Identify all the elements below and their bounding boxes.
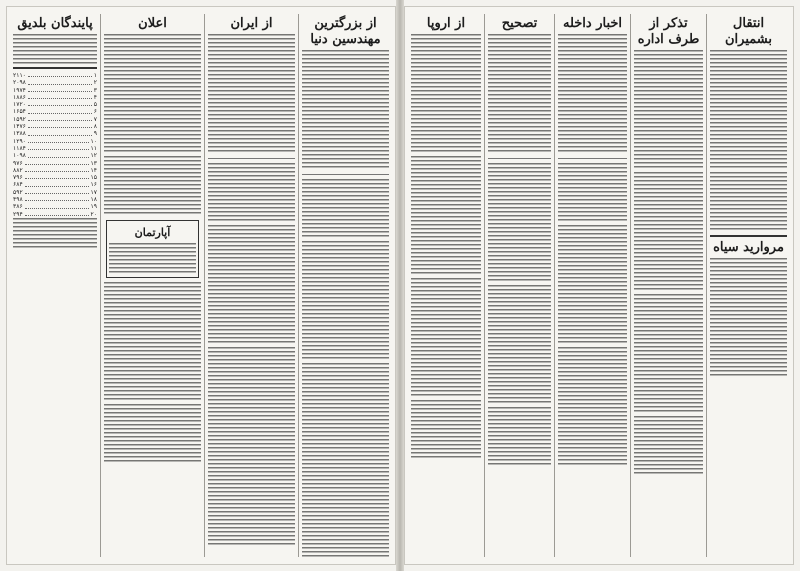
article-text [411, 34, 481, 154]
list-amount: ۷۹۶ [13, 174, 23, 182]
page-gutter [396, 0, 404, 571]
list-amount: ۸۸۲ [13, 166, 23, 174]
list-leader [28, 145, 89, 150]
article-text [411, 156, 481, 276]
article-text [488, 285, 551, 405]
list-leader [28, 130, 92, 135]
article-text [558, 34, 627, 154]
column-domestic-news [554, 14, 630, 557]
column-notice [630, 14, 706, 557]
list-amount: ۴۹۸ [13, 196, 23, 204]
column-title: از بزرگترین مهندسین دنیا [310, 16, 381, 47]
list-name: ۸ [93, 123, 97, 131]
list-amount: ۱۴۷۶ [13, 123, 26, 131]
column-title: از ایران [230, 16, 273, 31]
list-leader [28, 101, 92, 106]
list-amount: ۱۶۵۴ [13, 108, 26, 116]
article-text [634, 294, 703, 414]
list-leader [25, 189, 89, 194]
list-item [13, 94, 97, 101]
article-text [488, 34, 551, 154]
article-text [104, 404, 201, 464]
article-heading [558, 158, 627, 161]
list-amount: ۱۹۷۴ [13, 86, 26, 94]
divider [13, 67, 97, 69]
list-leader [25, 211, 89, 216]
advert-text [109, 243, 196, 273]
article-text [411, 278, 481, 398]
list-item [13, 130, 97, 137]
list-item [13, 79, 97, 86]
article-text [13, 34, 97, 64]
list-item [13, 145, 97, 152]
column-title: پایندگان بلدیق [17, 16, 93, 31]
list-item [13, 174, 97, 181]
column-from-europe [408, 14, 484, 557]
list-leader [25, 203, 89, 208]
article-text [302, 179, 389, 239]
list-leader [28, 138, 89, 143]
list-name: ۱ [93, 72, 97, 79]
list-name: ۱۹ [90, 203, 97, 211]
advert-box [106, 220, 199, 278]
list-leader [28, 152, 89, 157]
left-page [6, 6, 396, 565]
list-name: ۲۰ [90, 210, 97, 218]
article-text [302, 363, 389, 557]
column-list [10, 14, 100, 557]
list-name: ۱۷ [90, 188, 97, 196]
list-item [13, 189, 97, 196]
list-item [13, 123, 97, 130]
article-text [302, 50, 389, 170]
article-text [634, 172, 703, 292]
list-name: ۱۸ [90, 196, 97, 204]
list-item [13, 87, 97, 94]
article-text [634, 50, 703, 170]
list-name: ۴ [93, 93, 97, 101]
list-amount: ۱۵۹۲ [13, 115, 26, 123]
list-item [13, 167, 97, 174]
list-amount: ۲۹۴ [13, 210, 23, 218]
list-leader [25, 196, 89, 201]
list-leader [28, 72, 92, 77]
article-text [104, 282, 201, 402]
list-name: ۱۴ [90, 166, 97, 174]
list-name: ۱۳ [90, 159, 97, 167]
column-title: انتقال بشمیران [725, 16, 772, 47]
list-name: ۹ [93, 130, 97, 138]
list-amount: ۵۹۲ [13, 188, 23, 196]
list-leader [28, 123, 92, 128]
right-page [404, 6, 794, 565]
article-heading [302, 174, 389, 177]
column-announcement [100, 14, 204, 557]
list-leader [28, 116, 92, 121]
list-item [13, 160, 97, 167]
column-engineers [298, 14, 392, 557]
article-text [104, 34, 201, 154]
list-amount: ۶۸۴ [13, 181, 23, 189]
serial-title: مروارید سیاه [713, 240, 784, 255]
list-name: ۱۵ [90, 174, 97, 182]
list-amount: ۱۷۲۰ [13, 101, 26, 109]
subscriber-list [13, 72, 97, 218]
list-amount: ۱۲۹۰ [13, 137, 26, 145]
column-title: تذکر از طرف اداره [637, 16, 700, 47]
list-amount: ۲۰۹۸ [13, 79, 26, 87]
article-text [208, 163, 295, 223]
list-item [13, 196, 97, 203]
article-text [558, 347, 627, 467]
divider [710, 235, 787, 237]
list-item [13, 72, 97, 79]
list-amount: ۲۱۱۰ [13, 72, 26, 79]
article-text [710, 172, 787, 232]
list-amount: ۱۳۸۸ [13, 130, 26, 138]
list-item [13, 181, 97, 188]
article-text [208, 347, 295, 547]
list-item [13, 116, 97, 123]
article-text [411, 400, 481, 460]
article-heading [208, 158, 295, 161]
column-correction [484, 14, 554, 557]
list-name: ۲ [93, 79, 97, 87]
list-item [13, 152, 97, 159]
list-item [13, 211, 97, 218]
list-amount: ۱۸۸۶ [13, 93, 26, 101]
list-leader [25, 167, 89, 172]
column-title: تصحیح [501, 16, 538, 31]
article-text [488, 163, 551, 283]
list-leader [28, 79, 92, 84]
list-leader [25, 174, 89, 179]
article-text [710, 258, 787, 378]
article-text [104, 156, 201, 216]
list-item [13, 203, 97, 210]
list-leader [28, 87, 92, 92]
advert-title: آپارتمان [134, 226, 171, 239]
article-text [302, 241, 389, 361]
list-amount: ۱۰۹۸ [13, 152, 26, 160]
list-name: ۱۲ [90, 152, 97, 160]
list-amount: ۹۷۶ [13, 159, 23, 167]
list-item [13, 108, 97, 115]
list-name: ۵ [93, 101, 97, 109]
list-item [13, 138, 97, 145]
article-text [558, 225, 627, 345]
column-title: اخبار داخله [562, 16, 623, 31]
list-amount: ۱۱۸۴ [13, 144, 26, 152]
list-leader [25, 181, 89, 186]
column-title: از اروپا [426, 16, 466, 31]
list-name: ۱۰ [90, 137, 97, 145]
column-title: اعلان [138, 16, 167, 31]
list-leader [28, 94, 92, 99]
list-item [13, 101, 97, 108]
list-name: ۶ [93, 108, 97, 116]
list-name: ۱۶ [90, 181, 97, 189]
column-transfer [706, 14, 790, 557]
article-text [710, 50, 787, 170]
article-text [558, 163, 627, 223]
article-text [208, 34, 295, 154]
list-leader [28, 108, 92, 113]
article-text [634, 416, 703, 476]
column-from-iran [204, 14, 298, 557]
list-name: ۳ [93, 86, 97, 94]
article-text [208, 225, 295, 345]
list-leader [25, 160, 89, 165]
list-amount: ۳۸۶ [13, 203, 23, 211]
article-text [13, 218, 97, 248]
list-name: ۱۱ [90, 144, 97, 152]
article-text [488, 407, 551, 467]
article-heading [488, 158, 551, 161]
list-name: ۷ [93, 115, 97, 123]
